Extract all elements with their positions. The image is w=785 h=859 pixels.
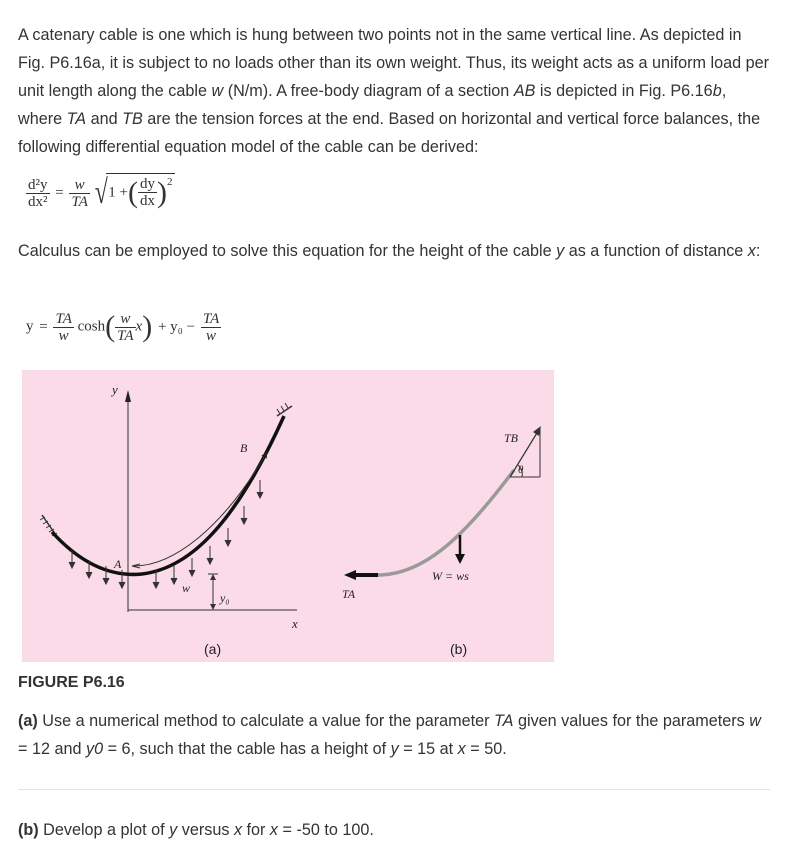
intro-TA: TA bbox=[66, 110, 87, 128]
x-axis-label: x bbox=[292, 616, 298, 631]
w-label: w bbox=[182, 581, 191, 595]
distributed-load bbox=[69, 480, 263, 588]
middle-paragraph: Calculus can be employed to solve this equation for the height of the cable y as a function of distance x: bbox=[18, 242, 761, 260]
point-a-label: A bbox=[114, 557, 122, 571]
differential-equation bbox=[26, 176, 175, 210]
intro-AB: AB bbox=[513, 82, 536, 100]
catenary-solution: y = $\frac{TA}{w}$ cosh( $\frac{w}{TA}$ x) + y₀ − $\frac{TA}{w}$ bbox=[26, 310, 220, 344]
y0-dimension bbox=[208, 574, 218, 610]
intro-text-2: (N/m). A free-body diagram of a section bbox=[223, 82, 514, 100]
weight-label: W = ws bbox=[432, 569, 469, 583]
part-b-question: (b) Develop a plot of y versus x for x = -50 to 100. bbox=[18, 821, 374, 839]
sqrt-body: 1 +( $\frac{dy}{dx}$ )$^2$ bbox=[106, 173, 174, 210]
arc-length-arrow bbox=[134, 452, 267, 566]
intro-text-1: A catenary cable is one which is hung between two points not in the same vertical line. As depicted in Fig. P6.16a, it is subject to no loads other than its own weight. Thus, its weight acts as a uniform load per unit length along the cable bbox=[18, 26, 770, 100]
cable-section bbox=[378, 470, 514, 575]
part-a-question: (a) Use a numerical method to calculate a value for the parameter TA given values for the parameters w = 12 and y0 = 6, such that the cable has a height of y = 15 at x = 50. bbox=[18, 712, 761, 758]
section-divider bbox=[18, 789, 770, 790]
y-axis-label: y bbox=[112, 382, 118, 397]
intro-w: w bbox=[211, 82, 224, 100]
sqrt-sign: √ bbox=[94, 174, 108, 211]
figure-p6-16 bbox=[22, 370, 554, 662]
intro-paragraph bbox=[18, 21, 770, 161]
equals-sign: = bbox=[55, 184, 64, 201]
intro-text-4: , where bbox=[18, 82, 727, 128]
y0-label: y₀ bbox=[220, 591, 230, 605]
w-over-TA: $\frac{w}{TA}$ bbox=[71, 176, 88, 210]
first-derivative: $\frac{dy}{dx}$ bbox=[140, 176, 156, 209]
second-derivative: $\frac{\text{d²y}}{\text{dx²}}$ bbox=[28, 176, 48, 210]
right-support bbox=[277, 403, 292, 416]
ta-label: TA bbox=[342, 587, 356, 601]
point-b-label: B bbox=[240, 441, 248, 455]
intro-b: b bbox=[712, 82, 722, 100]
intro-text-5: and bbox=[86, 110, 123, 128]
intro-text-6: are the tension forces at the end. Based on horizontal and vertical force balances, the following differential equation model of the cable can be derived: bbox=[18, 110, 761, 156]
intro-text-3: is depicted in Fig. P6.16 bbox=[535, 82, 713, 100]
tb-label: TB bbox=[504, 431, 519, 445]
power-two: 2 bbox=[167, 175, 173, 188]
figure-svg bbox=[22, 370, 554, 662]
y-axis-arrow bbox=[125, 390, 131, 402]
figure-caption: FIGURE P6.16 bbox=[18, 674, 125, 691]
theta-label: θ bbox=[518, 464, 524, 476]
label-b: (b) bbox=[450, 641, 468, 657]
intro-TB: TB bbox=[122, 110, 143, 128]
label-a: (a) bbox=[204, 641, 222, 657]
catenary-cable bbox=[52, 416, 284, 574]
